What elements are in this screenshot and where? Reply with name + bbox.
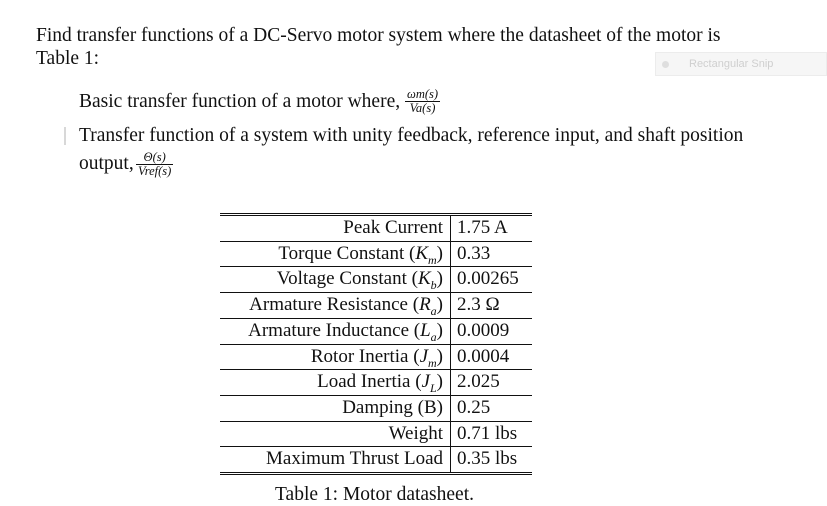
left-margin-bar: [64, 127, 66, 145]
row-value: 0.71 lbs: [457, 422, 518, 444]
paragraph-line-2: Table 1:: [36, 48, 100, 69]
system-tf-fraction: [136, 151, 173, 178]
row-label: Voltage Constant $(K_b)$: [220, 267, 451, 293]
basic-tf-numerator: ωm(s): [407, 87, 439, 101]
table-row: [220, 293, 532, 319]
row-label: Load Inertia $(J_L)$: [220, 370, 451, 396]
row-value: 0.0004: [457, 345, 510, 367]
row-label: Damping (B): [220, 395, 451, 421]
table-row: [220, 267, 532, 293]
basic-tf-denominator: Va(s): [409, 101, 436, 115]
basic-tf-text: Basic transfer function of a motor where,: [79, 91, 401, 112]
row-value: 2.025: [457, 371, 500, 393]
table-row: [220, 241, 532, 267]
row-label: Torque Constant $(K_m)$: [220, 241, 451, 267]
rectangular-snip-tooltip[interactable]: [655, 52, 827, 76]
snip-dot-icon: [662, 61, 669, 68]
row-value: 0.0009: [457, 319, 510, 341]
row-value: 2.3 Ω: [457, 294, 500, 316]
table-row: [220, 447, 532, 474]
table-row: [220, 215, 532, 242]
table-row: [220, 344, 532, 370]
row-label: Peak Current: [220, 215, 451, 242]
row-value: 1.75 A: [457, 217, 508, 238]
system-tf-text-1: Transfer function of a system with unity feedback, reference input, and shaft position: [79, 125, 744, 146]
motor-datasheet-table: [220, 213, 532, 475]
snip-label: Rectangular Snip: [689, 58, 774, 70]
row-label: Weight: [220, 421, 451, 447]
table-row: [220, 395, 532, 421]
basic-tf-fraction: [405, 88, 440, 115]
table-row: [220, 421, 532, 447]
row-value: 0.00265: [457, 268, 519, 290]
system-tf-numerator: Θ(s): [136, 151, 173, 165]
row-label: Armature Inductance $(L_a)$: [220, 318, 451, 344]
row-label: Rotor Inertia $(J_m)$: [220, 344, 451, 370]
row-value: 0.25: [457, 396, 491, 418]
row-label: Maximum Thrust Load: [220, 447, 451, 474]
paragraph-line-1: Find transfer functions of a DC-Servo motor system where the datasheet of the motor is: [36, 25, 721, 46]
system-tf-denominator: Vref(s): [138, 164, 172, 178]
row-value: 0.33: [457, 242, 491, 264]
row-value: 0.35 lbs: [457, 448, 518, 470]
table-row: [220, 318, 532, 344]
system-tf-text-2: output,: [79, 153, 134, 174]
table-caption: Table 1: Motor datasheet.: [275, 484, 474, 505]
row-label: Armature Resistance $(R_a)$: [220, 293, 451, 319]
table-row: [220, 370, 532, 396]
